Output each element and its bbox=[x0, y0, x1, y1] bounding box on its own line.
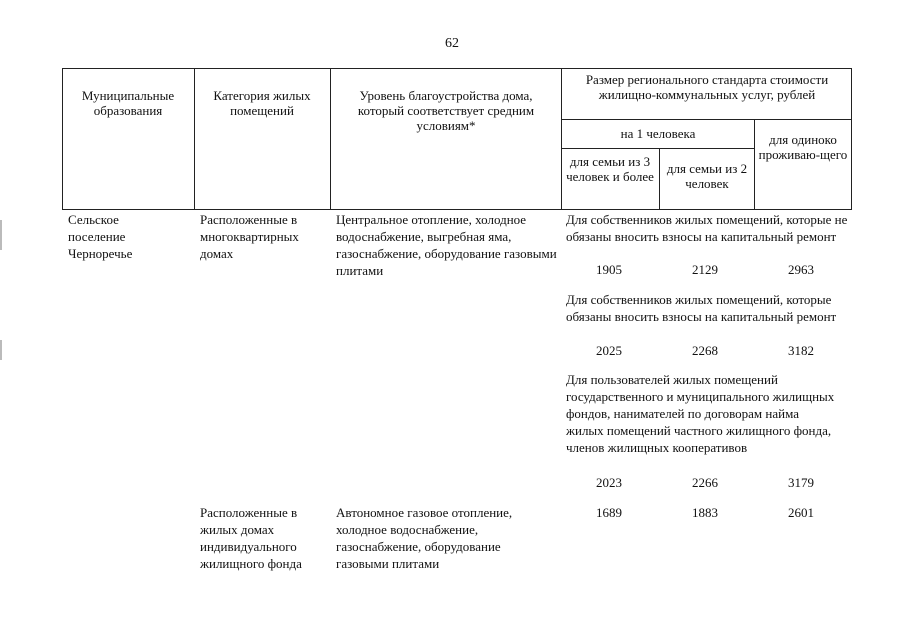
scan-edge-mark bbox=[0, 220, 2, 250]
header-single: для одиноко проживаю-щего bbox=[758, 132, 848, 162]
level-2: Автономное газовое отопление, холодное водоснабжение, газоснабжение, оборудование газовыми плитами bbox=[336, 505, 513, 571]
header-family3: для семьи из 3 человек и более bbox=[566, 154, 654, 184]
header-municipal: Муниципальные образования bbox=[81, 88, 175, 118]
row-2-family2: 1883 bbox=[692, 505, 718, 520]
page-number: 62 bbox=[445, 36, 459, 51]
group-2-label: Для собственников жилых помещений, которые обязаны вносить взносы на капитальный ремонт bbox=[566, 292, 837, 324]
group-3-family2: 2266 bbox=[692, 475, 718, 490]
scan-edge-mark bbox=[0, 340, 2, 360]
header-per-person: на 1 человека bbox=[620, 126, 696, 141]
header-divider bbox=[561, 68, 562, 210]
row-2-single: 2601 bbox=[788, 505, 814, 520]
header-divider bbox=[659, 148, 660, 210]
group-1-single: 2963 bbox=[788, 262, 814, 277]
category-1: Расположенные в многоквартирных домах bbox=[200, 212, 299, 261]
group-1-family2: 2129 bbox=[692, 262, 718, 277]
header-divider bbox=[561, 119, 852, 120]
header-divider bbox=[194, 68, 195, 210]
category-2: Расположенные в жилых домах индивидуального жилищного фонда bbox=[200, 505, 302, 571]
header-category: Категория жилых помещений bbox=[213, 88, 311, 118]
group-3-label: Для пользователей жилых помещений государственного и муниципального жилищных фондов, нанимателей по договорам найма жилых помещений частного жилищного фонда, членов жилищных кооперативов bbox=[566, 372, 835, 455]
row-2-family3: 1689 bbox=[596, 505, 622, 520]
group-1-label: Для собственников жилых помещений, которые не обязаны вносить взносы на капитальный ремонт bbox=[566, 212, 848, 244]
group-1-family3: 1905 bbox=[596, 262, 622, 277]
group-2-family2: 2268 bbox=[692, 343, 718, 358]
header-divider bbox=[754, 119, 755, 210]
municipality-name: Сельское поселение Черноречье bbox=[68, 212, 133, 261]
group-3-family3: 2023 bbox=[596, 475, 622, 490]
group-2-family3: 2025 bbox=[596, 343, 622, 358]
header-level: Уровень благоустройства дома, который соответствует средним условиям* bbox=[357, 88, 535, 133]
level-1: Центральное отопление, холодное водоснабжение, выгребная яма, газоснабжение, оборудование газовыми плитами bbox=[336, 212, 557, 278]
header-divider bbox=[561, 148, 754, 149]
header-divider bbox=[330, 68, 331, 210]
header-standard: Размер регионального стандарта стоимости жилищно-коммунальных услуг, рублей bbox=[585, 72, 829, 102]
group-3-single: 3179 bbox=[788, 475, 814, 490]
group-2-single: 3182 bbox=[788, 343, 814, 358]
header-family2: для семьи из 2 человек bbox=[666, 161, 748, 191]
